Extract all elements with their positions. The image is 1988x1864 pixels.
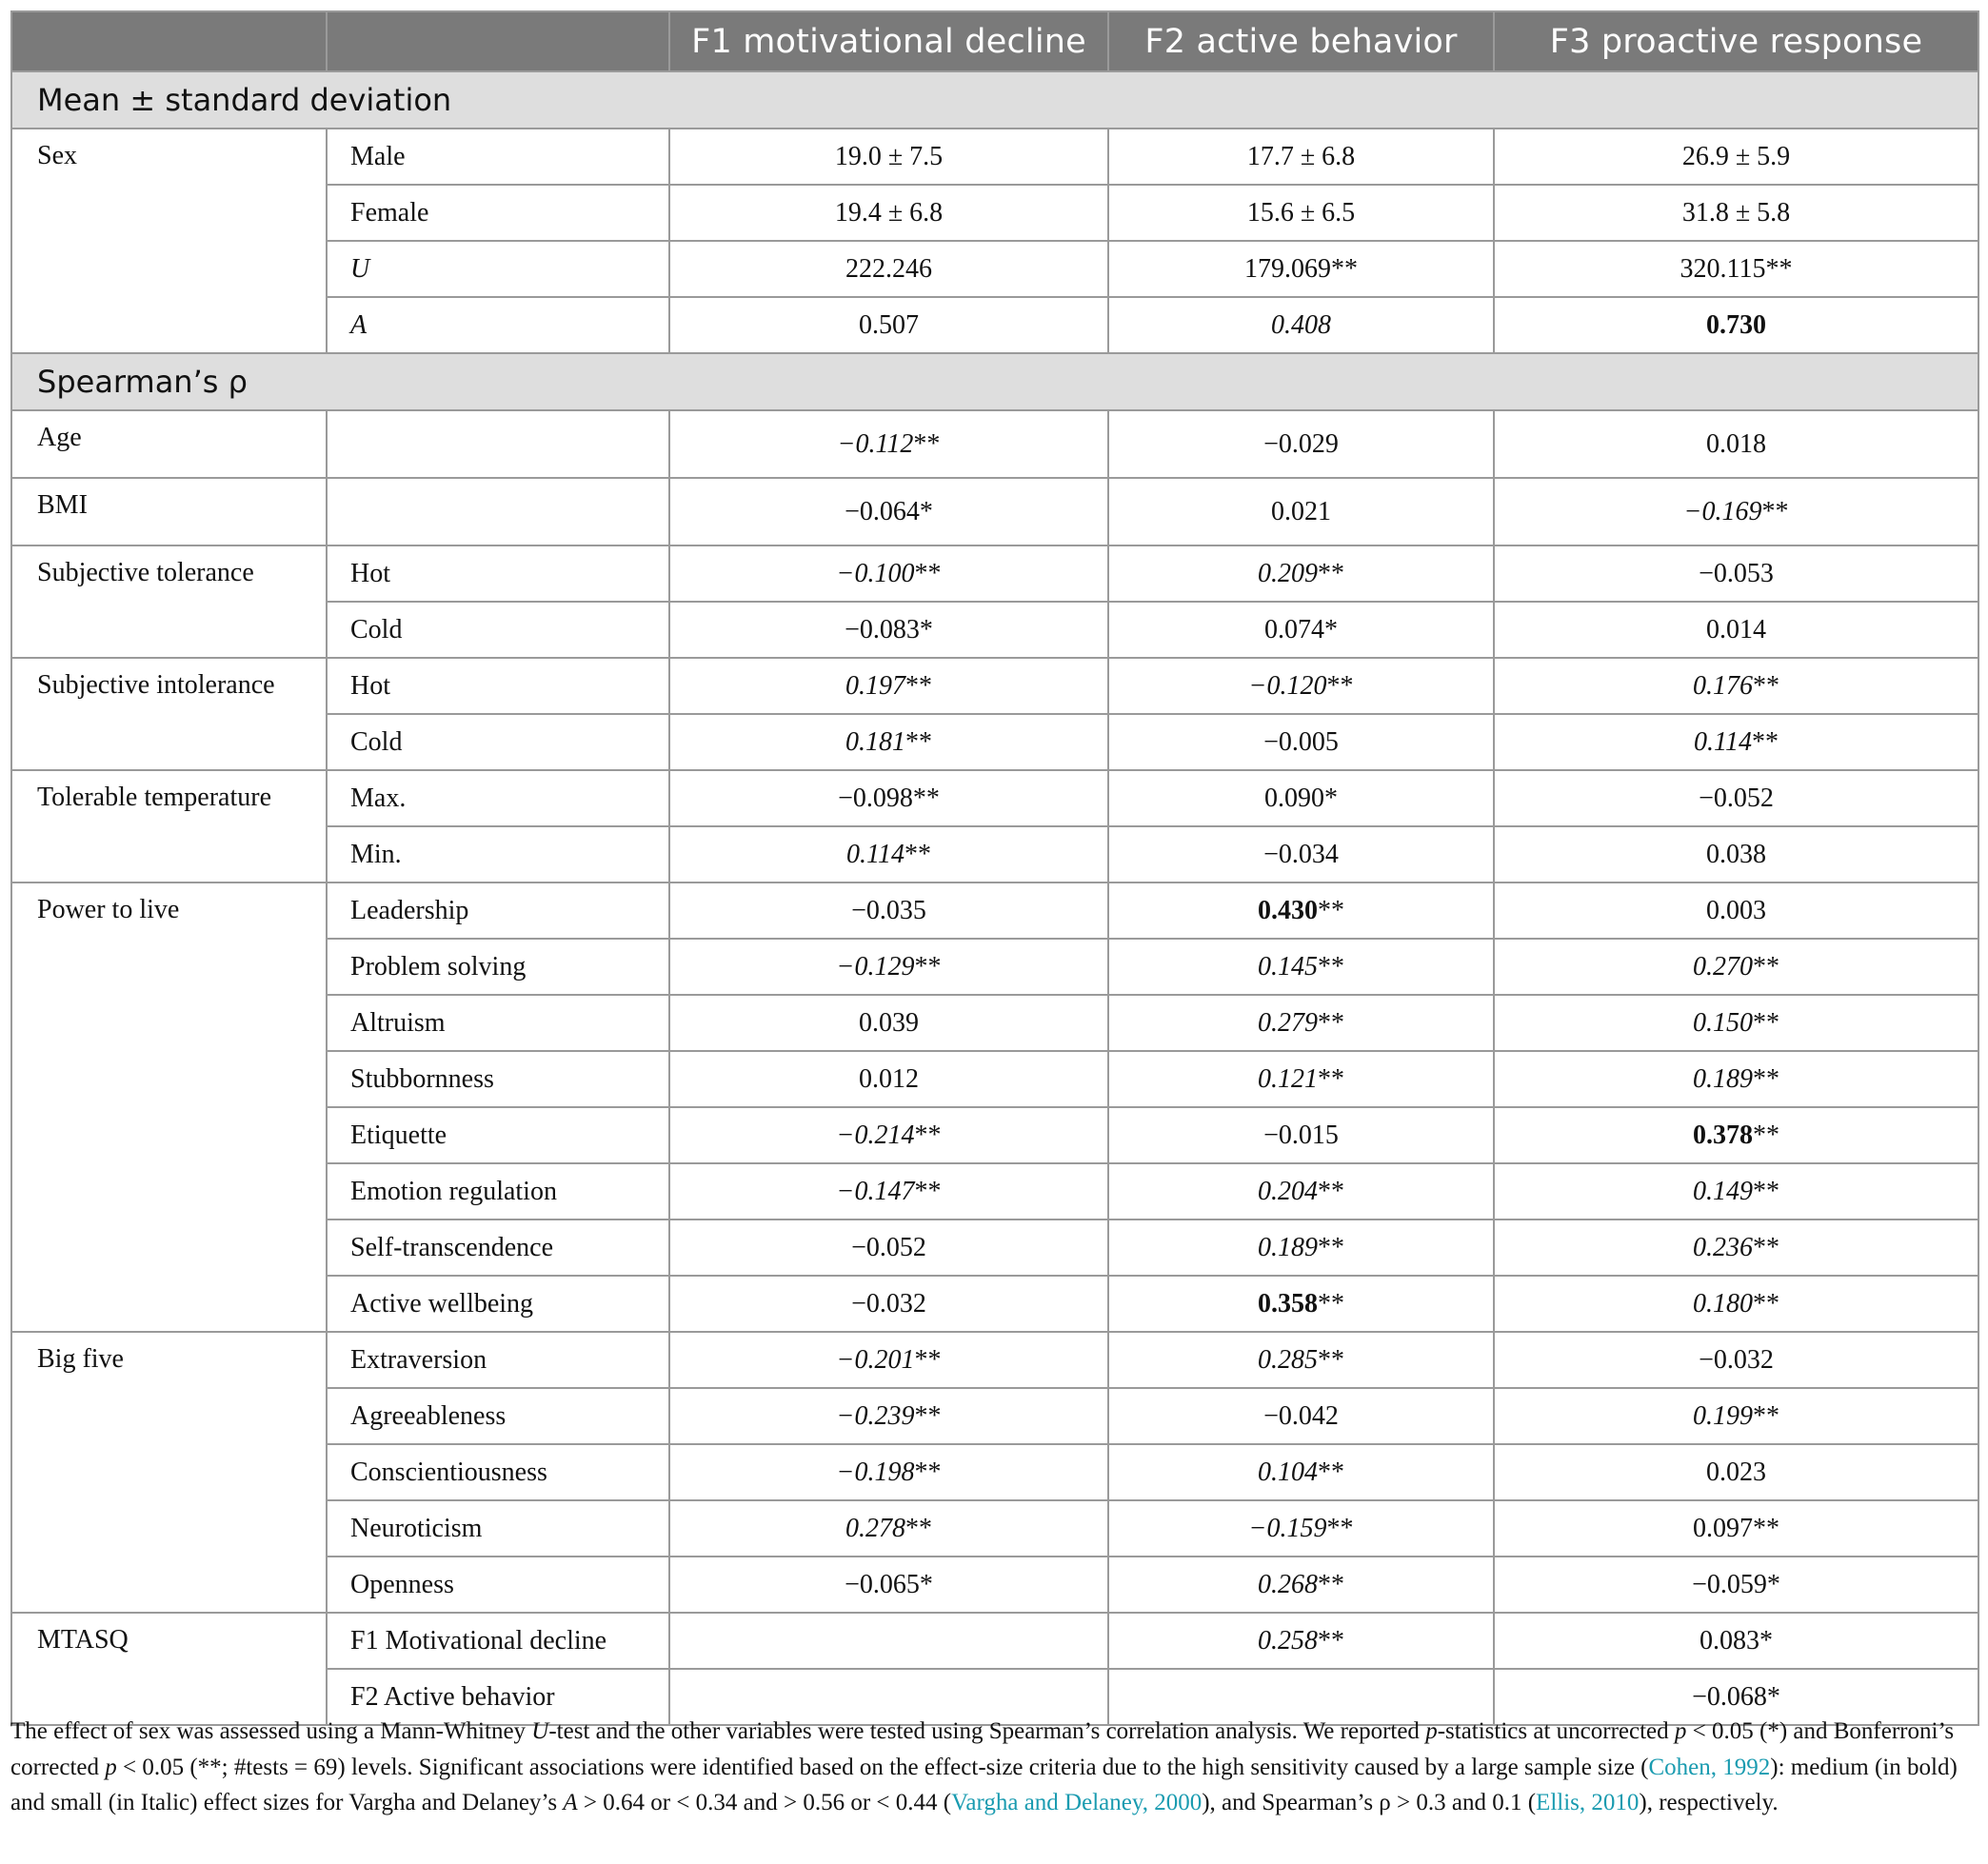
value-cell xyxy=(1108,602,1494,658)
cell-value: 0.279 xyxy=(1258,1007,1318,1038)
significance-mark: ** xyxy=(1753,1288,1779,1319)
value-cell xyxy=(1108,826,1494,882)
value-cell xyxy=(1494,1444,1978,1500)
cell-value: −0.034 xyxy=(1263,839,1339,869)
cell-value: 0.176 xyxy=(1693,670,1753,701)
cell-value: 179.069 xyxy=(1244,253,1331,284)
cell-value: 0.023 xyxy=(1706,1457,1766,1487)
row-sublabel: A xyxy=(327,297,669,353)
value-cell xyxy=(669,1613,1108,1669)
significance-mark: * xyxy=(919,1569,933,1599)
value-cell xyxy=(1494,545,1978,602)
footnote-text: < 0.05 (*) and Bonferroni’s corrected xyxy=(10,1718,1955,1780)
value-cell xyxy=(1108,478,1494,545)
results-table-container xyxy=(10,10,1978,1726)
cell-value: 0.189 xyxy=(1258,1232,1318,1262)
value-cell xyxy=(1108,241,1494,297)
cell-value: 0.149 xyxy=(1693,1176,1753,1206)
value-cell xyxy=(1494,297,1978,353)
value-cell xyxy=(1108,1332,1494,1388)
significance-mark: * xyxy=(1759,1625,1773,1656)
significance-mark: ** xyxy=(914,1120,942,1150)
value-cell xyxy=(1494,882,1978,939)
cell-value: 0.104 xyxy=(1258,1457,1318,1487)
row-sublabel xyxy=(327,478,669,545)
group-label: Power to live xyxy=(11,882,327,1332)
row-sublabel: Neuroticism xyxy=(327,1500,669,1557)
group-label: Sex xyxy=(11,129,327,353)
cell-value: −0.068 xyxy=(1692,1681,1767,1712)
cell-value: 0.018 xyxy=(1706,428,1766,459)
significance-mark: * xyxy=(1766,1681,1780,1712)
cell-value: 0.150 xyxy=(1693,1007,1753,1038)
cell-value: 0.507 xyxy=(859,309,919,340)
cell-value: −0.064 xyxy=(845,496,920,526)
cell-value: 0.408 xyxy=(1271,309,1331,340)
cell-value: 320.115 xyxy=(1680,253,1766,284)
value-cell xyxy=(669,1444,1108,1500)
section-header-row xyxy=(11,71,1978,129)
value-cell xyxy=(669,1163,1108,1220)
significance-mark: ** xyxy=(1751,726,1779,757)
row-sublabel: Female xyxy=(327,185,669,241)
table-row xyxy=(11,129,1978,185)
header-cell-blank-2 xyxy=(327,11,669,71)
value-cell xyxy=(669,297,1108,353)
row-sublabel: Male xyxy=(327,129,669,185)
significance-mark: ** xyxy=(1753,1120,1779,1150)
value-cell xyxy=(669,658,1108,714)
group-label: Tolerable temperature xyxy=(11,770,327,882)
cell-value: 0.180 xyxy=(1693,1288,1753,1319)
table-footnote xyxy=(10,1714,1978,1821)
significance-mark: ** xyxy=(1753,1400,1779,1431)
row-sublabel: Hot xyxy=(327,658,669,714)
value-cell xyxy=(1108,770,1494,826)
value-cell xyxy=(1108,658,1494,714)
cell-value: 0.197 xyxy=(845,670,905,701)
value-cell xyxy=(669,129,1108,185)
row-sublabel: Altruism xyxy=(327,995,669,1051)
table-row xyxy=(11,1332,1978,1388)
cell-value: 0.014 xyxy=(1706,614,1766,644)
value-cell xyxy=(1494,1332,1978,1388)
table-row xyxy=(11,410,1978,478)
cell-value: 0.258 xyxy=(1258,1625,1318,1656)
footnote-text: ), and Spearman’s ρ > 0.3 and 0.1 ( xyxy=(1202,1790,1537,1815)
cell-value: 0.038 xyxy=(1706,839,1766,869)
value-cell xyxy=(1494,1163,1978,1220)
footnote-text: -test and the other variables were tested using Spearman’s correlation analysis. We reported xyxy=(548,1718,1426,1744)
significance-mark: ** xyxy=(1318,1569,1344,1599)
value-cell xyxy=(1108,1220,1494,1276)
cell-value: −0.032 xyxy=(1699,1344,1774,1375)
value-cell xyxy=(1108,1388,1494,1444)
value-cell xyxy=(1108,1107,1494,1163)
cell-value: −0.120 xyxy=(1248,670,1327,701)
cell-value: 0.730 xyxy=(1706,309,1766,340)
value-cell xyxy=(669,770,1108,826)
cell-value: 0.199 xyxy=(1693,1400,1753,1431)
cell-value: 222.246 xyxy=(845,253,932,284)
row-sublabel: Cold xyxy=(327,714,669,770)
cell-value: 17.7 ± 6.8 xyxy=(1246,141,1356,171)
value-cell xyxy=(669,714,1108,770)
significance-mark: ** xyxy=(1318,1176,1344,1206)
cell-value: −0.059 xyxy=(1692,1569,1767,1599)
value-cell xyxy=(1494,658,1978,714)
value-cell xyxy=(1494,714,1978,770)
value-cell xyxy=(1108,185,1494,241)
cell-value: 19.0 ± 7.5 xyxy=(834,141,944,171)
table-row xyxy=(11,478,1978,545)
cell-value: −0.032 xyxy=(851,1288,926,1319)
cell-value: −0.201 xyxy=(836,1344,915,1375)
cell-value: −0.098 xyxy=(838,783,913,813)
cell-value: −0.159 xyxy=(1248,1513,1327,1543)
cell-value: −0.083 xyxy=(845,614,920,644)
footnote-text: A xyxy=(563,1790,578,1815)
significance-mark: ** xyxy=(914,1176,942,1206)
group-label: Big five xyxy=(11,1332,327,1613)
significance-mark: ** xyxy=(1765,253,1793,284)
significance-mark: ** xyxy=(912,783,940,813)
cell-value: 0.236 xyxy=(1693,1232,1753,1262)
footnote-text: -statistics at uncorrected xyxy=(1437,1718,1675,1744)
cell-value: 0.285 xyxy=(1258,1344,1318,1375)
value-cell xyxy=(1494,1613,1978,1669)
value-cell xyxy=(1108,714,1494,770)
value-cell xyxy=(669,1557,1108,1613)
cell-value: −0.214 xyxy=(836,1120,915,1150)
row-sublabel: Self-transcendence xyxy=(327,1220,669,1276)
cell-value: 0.114 xyxy=(1694,726,1752,757)
value-cell xyxy=(1108,1444,1494,1500)
significance-mark: * xyxy=(1766,1569,1780,1599)
value-cell xyxy=(1108,545,1494,602)
footnote-text: The effect of sex was assessed using a Mann-Whitney xyxy=(10,1718,532,1744)
significance-mark: * xyxy=(1324,783,1338,813)
significance-mark: ** xyxy=(1318,1457,1344,1487)
cell-value: −0.239 xyxy=(836,1400,915,1431)
row-sublabel: F2 Active behavior xyxy=(327,1669,669,1725)
row-sublabel: Agreeableness xyxy=(327,1388,669,1444)
cell-value: −0.042 xyxy=(1263,1400,1339,1431)
significance-mark: ** xyxy=(1318,951,1344,982)
value-cell xyxy=(669,1332,1108,1388)
footnote-text: p xyxy=(105,1754,117,1780)
cell-value: 0.189 xyxy=(1693,1063,1753,1094)
table-row xyxy=(11,658,1978,714)
footnote-text: ): medium (in bold) and small (in Italic) effect sizes for Vargha and Delaney’s xyxy=(10,1754,1958,1815)
value-cell xyxy=(1494,939,1978,995)
value-cell xyxy=(669,545,1108,602)
cell-value: 0.270 xyxy=(1693,951,1753,982)
row-sublabel: F1 Motivational decline xyxy=(327,1613,669,1669)
table-row xyxy=(11,1613,1978,1669)
cell-value: 0.012 xyxy=(859,1063,919,1094)
significance-mark: ** xyxy=(1326,1513,1354,1543)
significance-mark: ** xyxy=(1753,1007,1779,1038)
cell-value: 19.4 ± 6.8 xyxy=(834,197,944,228)
table-header-row xyxy=(11,11,1978,71)
row-sublabel: Emotion regulation xyxy=(327,1163,669,1220)
cell-value: 26.9 ± 5.9 xyxy=(1681,141,1791,171)
value-cell xyxy=(1108,995,1494,1051)
cell-value: −0.112 xyxy=(837,428,914,459)
section-title: Spearman’s ρ xyxy=(11,353,1978,410)
significance-mark: ** xyxy=(905,670,932,701)
row-sublabel: Openness xyxy=(327,1557,669,1613)
cell-value: 0.074 xyxy=(1264,614,1324,644)
value-cell xyxy=(1494,602,1978,658)
row-sublabel: Etiquette xyxy=(327,1107,669,1163)
group-label: Age xyxy=(11,410,327,478)
table-body xyxy=(11,71,1978,1725)
value-cell xyxy=(1108,1500,1494,1557)
significance-mark: ** xyxy=(1753,1232,1779,1262)
value-cell xyxy=(1494,1276,1978,1332)
value-cell xyxy=(1108,1276,1494,1332)
cell-value: −0.035 xyxy=(851,895,926,925)
value-cell xyxy=(1494,995,1978,1051)
footnote-text: p xyxy=(1425,1718,1438,1744)
value-cell xyxy=(669,995,1108,1051)
value-cell xyxy=(1494,1051,1978,1107)
results-table xyxy=(10,10,1979,1726)
cell-value: −0.169 xyxy=(1683,496,1762,526)
cell-value: −0.053 xyxy=(1699,558,1774,588)
significance-mark: ** xyxy=(914,1457,942,1487)
value-cell xyxy=(1108,129,1494,185)
citation-link[interactable]: Ellis, 2010 xyxy=(1536,1790,1640,1815)
significance-mark: ** xyxy=(1331,253,1358,284)
group-label: BMI xyxy=(11,478,327,545)
value-cell xyxy=(1494,1220,1978,1276)
value-cell xyxy=(669,241,1108,297)
value-cell xyxy=(1494,1557,1978,1613)
significance-mark: * xyxy=(1324,614,1338,644)
header-f3-proactive-response: F3 proactive response xyxy=(1494,11,1978,71)
footnote-text: U xyxy=(531,1718,549,1744)
value-cell xyxy=(1494,241,1978,297)
row-sublabel: Cold xyxy=(327,602,669,658)
cell-value: −0.198 xyxy=(836,1457,915,1487)
cell-value: −0.129 xyxy=(836,951,915,982)
row-sublabel: Conscientiousness xyxy=(327,1444,669,1500)
section-title: Mean ± standard deviation xyxy=(11,71,1978,129)
header-f1-motivational-decline: F1 motivational decline xyxy=(669,11,1108,71)
section-header-row xyxy=(11,353,1978,410)
value-cell xyxy=(1494,1107,1978,1163)
cell-value: 0.268 xyxy=(1258,1569,1318,1599)
cell-value: 31.8 ± 5.8 xyxy=(1681,197,1791,228)
cell-value: 0.358 xyxy=(1258,1288,1318,1319)
value-cell xyxy=(1494,770,1978,826)
value-cell xyxy=(1108,297,1494,353)
citation-link[interactable]: Vargha and Delaney, 2000 xyxy=(951,1790,1203,1815)
value-cell xyxy=(1494,1388,1978,1444)
cell-value: 0.083 xyxy=(1700,1625,1759,1656)
value-cell xyxy=(1108,1557,1494,1613)
significance-mark: ** xyxy=(904,839,931,869)
footnote-text: < 0.05 (**; #tests = 69) levels. Significant associations were identified based on the effect-size criteria due to the high sensitivity caused by a large sample size ( xyxy=(116,1754,1649,1780)
group-label: Subjective intolerance xyxy=(11,658,327,770)
value-cell xyxy=(669,185,1108,241)
row-sublabel: Min. xyxy=(327,826,669,882)
cell-value: 0.121 xyxy=(1258,1063,1318,1094)
significance-mark: ** xyxy=(1326,670,1354,701)
value-cell xyxy=(669,1107,1108,1163)
significance-mark: ** xyxy=(1318,558,1344,588)
value-cell xyxy=(1108,1163,1494,1220)
value-cell xyxy=(669,826,1108,882)
significance-mark: ** xyxy=(1753,1063,1779,1094)
significance-mark: ** xyxy=(914,951,942,982)
row-sublabel: Stubbornness xyxy=(327,1051,669,1107)
significance-mark: ** xyxy=(1318,1344,1344,1375)
cell-value: 0.430 xyxy=(1258,895,1318,925)
significance-mark: ** xyxy=(905,1513,932,1543)
value-cell xyxy=(669,939,1108,995)
cell-value: 0.039 xyxy=(859,1007,919,1038)
significance-mark: ** xyxy=(1318,1625,1344,1656)
row-sublabel: Extraversion xyxy=(327,1332,669,1388)
significance-mark: ** xyxy=(1318,1063,1344,1094)
row-sublabel: Active wellbeing xyxy=(327,1276,669,1332)
cell-value: 0.181 xyxy=(845,726,905,757)
value-cell xyxy=(669,602,1108,658)
cell-value: −0.005 xyxy=(1263,726,1339,757)
significance-mark: ** xyxy=(1318,1288,1344,1319)
value-cell xyxy=(669,410,1108,478)
table-row xyxy=(11,882,1978,939)
value-cell xyxy=(1494,826,1978,882)
significance-mark: * xyxy=(919,496,933,526)
cell-value: −0.029 xyxy=(1263,428,1339,459)
row-sublabel: Max. xyxy=(327,770,669,826)
value-cell xyxy=(669,1051,1108,1107)
cell-value: 0.114 xyxy=(846,839,905,869)
cell-value: −0.147 xyxy=(836,1176,915,1206)
cell-value: 0.145 xyxy=(1258,951,1318,982)
significance-mark: ** xyxy=(914,558,942,588)
significance-mark: ** xyxy=(1761,496,1789,526)
footnote-text: > 0.64 or < 0.34 and > 0.56 or < 0.44 ( xyxy=(577,1790,952,1815)
value-cell xyxy=(669,1220,1108,1276)
row-sublabel: Leadership xyxy=(327,882,669,939)
significance-mark: ** xyxy=(1753,670,1779,701)
footnote-text: p xyxy=(1674,1718,1687,1744)
group-label: Subjective tolerance xyxy=(11,545,327,658)
value-cell xyxy=(669,1500,1108,1557)
group-label: MTASQ xyxy=(11,1613,327,1725)
value-cell xyxy=(669,1276,1108,1332)
value-cell xyxy=(1494,185,1978,241)
cell-value: 0.003 xyxy=(1706,895,1766,925)
cell-value: −0.065 xyxy=(845,1569,920,1599)
cell-value: 0.021 xyxy=(1271,496,1331,526)
cell-value: −0.052 xyxy=(1699,783,1774,813)
value-cell xyxy=(1494,129,1978,185)
header-cell-blank-1 xyxy=(11,11,327,71)
value-cell xyxy=(1108,410,1494,478)
value-cell xyxy=(1108,939,1494,995)
row-sublabel: U xyxy=(327,241,669,297)
cell-value: 15.6 ± 6.5 xyxy=(1246,197,1356,228)
value-cell xyxy=(669,882,1108,939)
value-cell xyxy=(1494,478,1978,545)
significance-mark: ** xyxy=(1753,1513,1779,1543)
row-sublabel: Problem solving xyxy=(327,939,669,995)
value-cell xyxy=(1108,882,1494,939)
cell-value: 0.378 xyxy=(1693,1120,1753,1150)
cell-value: 0.204 xyxy=(1258,1176,1318,1206)
value-cell xyxy=(669,478,1108,545)
cell-value: −0.052 xyxy=(851,1232,926,1262)
cell-value: −0.015 xyxy=(1263,1120,1339,1150)
cell-value: 0.209 xyxy=(1258,558,1318,588)
footnote-text: ), respectively. xyxy=(1639,1790,1779,1815)
header-f2-active-behavior: F2 active behavior xyxy=(1108,11,1494,71)
value-cell xyxy=(1108,1613,1494,1669)
significance-mark: ** xyxy=(1318,1232,1344,1262)
row-sublabel xyxy=(327,410,669,478)
significance-mark: ** xyxy=(905,726,932,757)
row-sublabel: Hot xyxy=(327,545,669,602)
significance-mark: ** xyxy=(1753,1176,1779,1206)
table-row xyxy=(11,770,1978,826)
cell-value: 0.090 xyxy=(1264,783,1324,813)
significance-mark: ** xyxy=(1753,951,1779,982)
significance-mark: ** xyxy=(914,1400,942,1431)
cell-value: 0.278 xyxy=(845,1513,905,1543)
significance-mark: * xyxy=(919,614,933,644)
citation-link[interactable]: Cohen, 1992 xyxy=(1648,1754,1771,1780)
significance-mark: ** xyxy=(914,1344,942,1375)
value-cell xyxy=(1494,410,1978,478)
value-cell xyxy=(669,1388,1108,1444)
cell-value: −0.100 xyxy=(836,558,915,588)
significance-mark: ** xyxy=(1318,1007,1344,1038)
table-row xyxy=(11,545,1978,602)
cell-value: 0.097 xyxy=(1693,1513,1753,1543)
value-cell xyxy=(1494,1500,1978,1557)
significance-mark: ** xyxy=(913,428,941,459)
value-cell xyxy=(1108,1051,1494,1107)
significance-mark: ** xyxy=(1318,895,1344,925)
